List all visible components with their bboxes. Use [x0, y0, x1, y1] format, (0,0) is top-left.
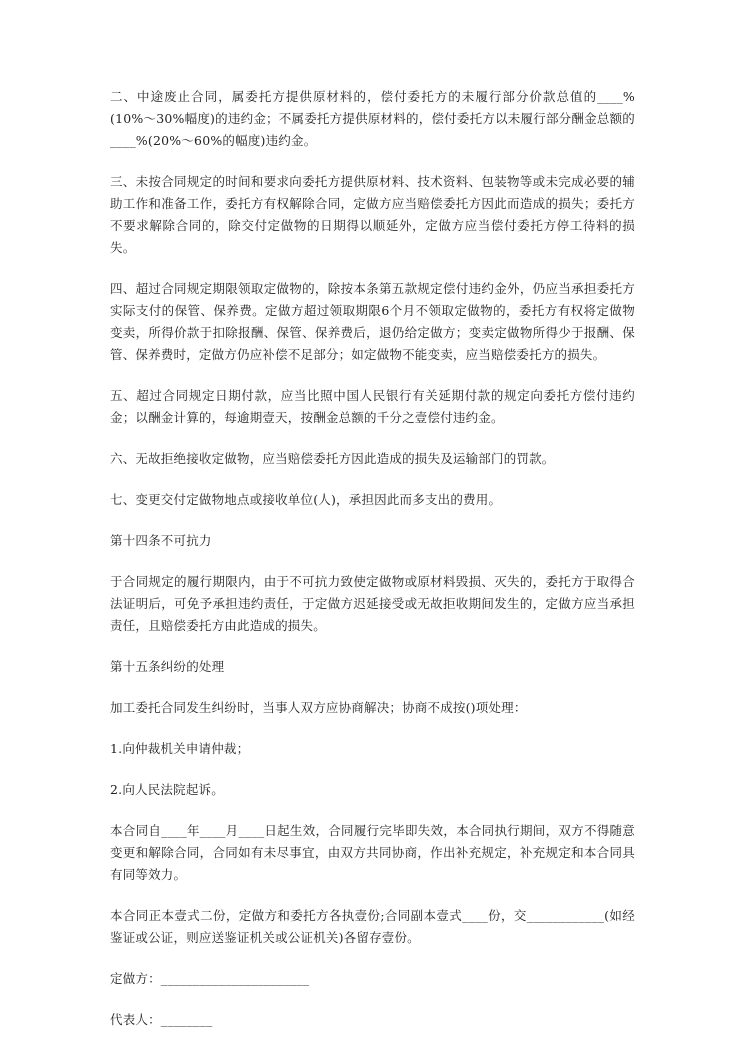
section-15-heading: 第十五条纠纷的处理: [110, 659, 225, 674]
effective-date-clause: 本合同自____年____月____日起生效，合同履行完毕即失效，本合同执行期间，双方不得随意变更和解除合同，合同如有未尽事宜，由双方共同协商，作出补充规定，补充规定和本合同具有同等效力。: [110, 823, 635, 882]
dispute-option-1: 1.向仲裁机关申请仲裁；: [110, 741, 250, 756]
contractor-signature-line: 定做方：_______________________: [110, 971, 310, 986]
clause-4-overdue-pickup: 四、超过合同规定期限领取定做物的，除按本条第五款规定偿付违约金外，仍应当承担委托方实际支付的保管、保养费。定做方超过领取期限6个月不领取定做物的，委托方有权将定做物变卖，所得价款于扣除报酬、保管、保养费后，退仍给定做方；变卖定做物所得少于报酬、保管、保养费时，定做方仍应补偿不足部分；如定做物不能变卖，应当赔偿委托方的损失。: [110, 281, 635, 362]
clause-3-materials-failure: 三、未按合同规定的时间和要求向委托方提供原材料、技术资料、包装物等或未完成必要的辅助工作和准备工作，委托方有权解除合同，定做方应当赔偿委托方因此而造成的损失；委托方不要求解除合同的，除交付定做物的日期得以顺延外，定做方应当偿付委托方停工待料的损失。: [110, 174, 635, 255]
document-body: [110, 86, 635, 1031]
copies-clause: 本合同正本壹式二份，定做方和委托方各执壹份;合同副本壹式____份，交____________(如经鉴证或公证，则应送鉴证机关或公证机关)各留存壹份。: [110, 908, 635, 945]
clause-7-change-delivery: 七、变更交付定做物地点或接收单位(人)，承担因此而多支出的费用。: [110, 492, 502, 507]
representative-signature-line: 代表人：________: [110, 1012, 213, 1027]
clause-6-refusal: 六、无故拒绝接收定做物，应当赔偿委托方因此造成的损失及运输部门的罚款。: [110, 451, 555, 466]
dispute-intro: 加工委托合同发生纠纷时，当事人双方应协商解决；协商不成按()项处理：: [110, 700, 527, 715]
clause-5-late-payment: 五、超过合同规定日期付款，应当比照中国人民银行有关延期付款的规定向委托方偿付违约金；以酬金计算的，每逾期壹天，按酬金总额的千分之壹偿付违约金。: [110, 388, 635, 425]
section-14-heading: 第十四条不可抗力: [110, 533, 212, 548]
force-majeure-text: 于合同规定的履行期限内，由于不可抗力致使定做物或原材料毁损、灭失的，委托方于取得合法证明后，可免予承担违约责任，于定做方迟延接受或无故拒收期间发生的，定做方应当承担责任，且赔偿委托方由此造成的损失。: [110, 574, 635, 633]
dispute-option-2: 2.向人民法院起诉。: [110, 782, 224, 797]
clause-2-early-termination: 二、中途废止合同，属委托方提供原材料的，偿付委托方的未履行部分价款总值的____%(10%～30%幅度)的违约金；不属委托方提供原材料的，偿付委托方以未履行部分酬金总额的____%(20%～60%的幅度)违约金。: [110, 89, 635, 148]
